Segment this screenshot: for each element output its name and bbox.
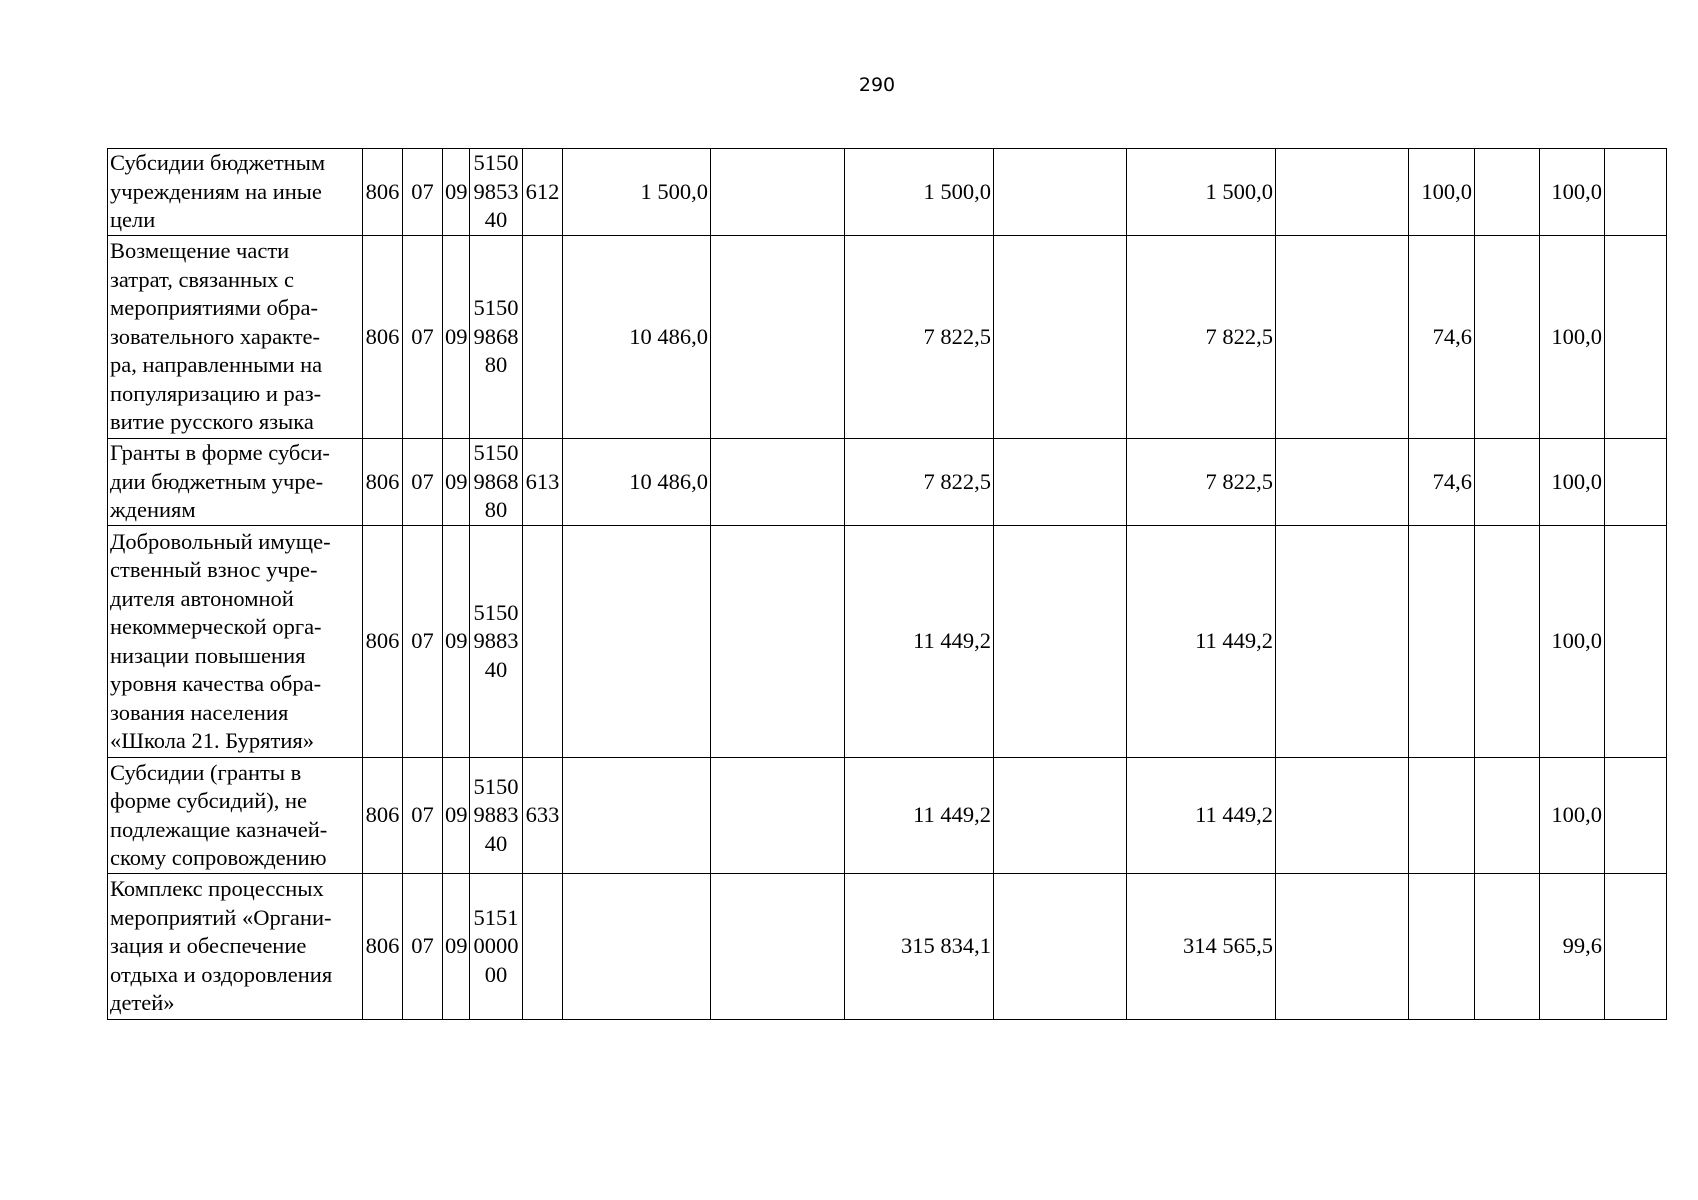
table-row <box>108 439 1667 526</box>
plan-law-value-cell <box>563 526 711 758</box>
subsection-code: 09 <box>445 468 468 494</box>
plan-refined-value: 7 822,5 <box>923 468 991 494</box>
executed-value: 11 449,2 <box>1195 628 1273 654</box>
pct-law-note-cell <box>1475 526 1540 758</box>
target-article-part: 5150 <box>473 295 519 321</box>
pct-refined-value: 100,0 <box>1551 802 1602 828</box>
ved-code: 806 <box>365 933 400 959</box>
row-name-line: витие русского языка <box>110 409 314 435</box>
row-name-line: Субсидии бюджетным <box>110 150 326 176</box>
pct-law-note-cell <box>1475 439 1540 526</box>
table-row <box>108 874 1667 1020</box>
target-article-part: 0000 <box>473 933 519 959</box>
target-article-part: 9883 <box>473 802 519 828</box>
section-code: 07 <box>411 468 434 494</box>
row-name-line: низации повышения <box>110 642 306 668</box>
pct-law-note-cell <box>1475 236 1540 439</box>
subsection-code: 09 <box>445 628 468 654</box>
row-name-cell <box>108 149 363 236</box>
row-name-line: отдыха и оздоровления <box>110 961 333 987</box>
executed-value-cell <box>1127 236 1276 439</box>
executed-value-cell <box>1127 526 1276 758</box>
plan-refined-note-cell <box>994 874 1127 1020</box>
expense-type-cell <box>523 439 563 526</box>
target-article-part: 40 <box>484 207 508 233</box>
subsection-code-cell <box>443 149 470 236</box>
section-code: 07 <box>411 802 434 828</box>
plan-refined-value-cell <box>845 149 994 236</box>
row-name-line: дителя автономной <box>110 585 294 611</box>
page-number: 290 <box>858 74 896 96</box>
expense-type-code: 613 <box>525 468 560 494</box>
executed-note-cell <box>1276 874 1409 1020</box>
plan-law-value-cell <box>563 236 711 439</box>
pct-law-value-cell <box>1409 874 1475 1020</box>
row-name-line: Возмещение части <box>110 238 290 264</box>
executed-value: 7 822,5 <box>1205 323 1273 349</box>
pct-refined-note-cell <box>1605 874 1667 1020</box>
plan-refined-value-cell <box>845 526 994 758</box>
pct-refined-value-cell <box>1540 526 1605 758</box>
pct-refined-note-cell <box>1605 439 1667 526</box>
expense-type-cell <box>523 758 563 874</box>
row-name-line: Субсидии (гранты в <box>110 759 302 785</box>
plan-law-note-cell <box>711 149 845 236</box>
subsection-code-cell <box>443 236 470 439</box>
row-name-line: детей» <box>110 990 175 1016</box>
ved-code-cell <box>363 758 403 874</box>
row-name-line: мероприятий «Органи- <box>110 904 332 930</box>
subsection-code-cell <box>443 526 470 758</box>
target-article-part: 5151 <box>473 904 519 930</box>
row-name-line: «Школа 21. Бурятия» <box>110 728 314 753</box>
row-name-line: зования населения <box>110 699 289 725</box>
plan-law-value-cell <box>563 874 711 1020</box>
pct-law-value-cell <box>1409 758 1475 874</box>
budget-table <box>107 148 1667 1020</box>
section-code: 07 <box>411 933 434 959</box>
ved-code: 806 <box>365 323 400 349</box>
plan-refined-value: 11 449,2 <box>913 628 991 654</box>
expense-type-code: 633 <box>525 802 560 828</box>
pct-law-value: 74,6 <box>1432 323 1472 349</box>
plan-law-value-cell <box>563 439 711 526</box>
target-article-part: 9853 <box>473 178 519 204</box>
executed-value-cell <box>1127 439 1276 526</box>
plan-refined-value: 1 500,0 <box>923 178 991 204</box>
target-article-cell <box>470 874 523 1020</box>
row-name-line: уровня качества обра- <box>110 671 322 696</box>
pct-law-value-cell <box>1409 439 1475 526</box>
target-article-part: 40 <box>484 830 508 856</box>
executed-note-cell <box>1276 439 1409 526</box>
pct-refined-value: 100,0 <box>1551 178 1602 204</box>
table-row <box>108 236 1667 439</box>
plan-law-note-cell <box>711 758 845 874</box>
subsection-code-cell <box>443 874 470 1020</box>
row-name-line: Гранты в форме субси- <box>110 440 330 466</box>
expense-type-cell <box>523 874 563 1020</box>
ved-code-cell <box>363 526 403 758</box>
subsection-code: 09 <box>445 933 468 959</box>
plan-refined-value: 11 449,2 <box>913 802 991 828</box>
row-name-line: мероприятиями обра- <box>110 295 318 321</box>
ved-code-cell <box>363 149 403 236</box>
plan-refined-value-cell <box>845 439 994 526</box>
pct-refined-value-cell <box>1540 758 1605 874</box>
ved-code-cell <box>363 236 403 439</box>
plan-law-note-cell <box>711 236 845 439</box>
table-row <box>108 758 1667 874</box>
pct-refined-note-cell <box>1605 758 1667 874</box>
plan-refined-note-cell <box>994 236 1127 439</box>
section-code-cell <box>403 439 443 526</box>
target-article-cell <box>470 758 523 874</box>
plan-law-value: 10 486,0 <box>629 468 708 494</box>
plan-law-note-cell <box>711 439 845 526</box>
target-article-cell <box>470 439 523 526</box>
executed-value: 314 565,5 <box>1183 933 1273 959</box>
ved-code-cell <box>363 874 403 1020</box>
pct-refined-value-cell <box>1540 149 1605 236</box>
plan-refined-note-cell <box>994 526 1127 758</box>
pct-refined-note-cell <box>1605 236 1667 439</box>
plan-law-note-cell <box>711 526 845 758</box>
expense-type-cell <box>523 149 563 236</box>
row-name-line: цели <box>110 207 156 233</box>
pct-law-value-cell <box>1409 236 1475 439</box>
ved-code-cell <box>363 439 403 526</box>
section-code-cell <box>403 874 443 1020</box>
plan-refined-value-cell <box>845 236 994 439</box>
expense-type-code: 612 <box>525 178 560 204</box>
plan-law-value-cell <box>563 149 711 236</box>
section-code: 07 <box>411 323 434 349</box>
executed-note-cell <box>1276 149 1409 236</box>
plan-refined-note-cell <box>994 758 1127 874</box>
pct-refined-value: 100,0 <box>1551 628 1602 654</box>
row-name-line: зация и обеспечение <box>110 933 307 959</box>
ved-code: 806 <box>365 628 400 654</box>
table-row <box>108 526 1667 758</box>
subsection-code-cell <box>443 439 470 526</box>
target-article-part: 9883 <box>473 628 519 654</box>
plan-refined-value-cell <box>845 874 994 1020</box>
pct-refined-value: 100,0 <box>1551 468 1602 494</box>
executed-value: 11 449,2 <box>1195 802 1273 828</box>
pct-law-note-cell <box>1475 149 1540 236</box>
pct-refined-note-cell <box>1605 149 1667 236</box>
row-name-cell <box>108 526 363 758</box>
plan-refined-note-cell <box>994 149 1127 236</box>
pct-refined-value: 100,0 <box>1551 323 1602 349</box>
row-name-line: форме субсидий), не <box>110 788 308 813</box>
executed-note-cell <box>1276 526 1409 758</box>
plan-law-value-cell <box>563 758 711 874</box>
pct-law-note-cell <box>1475 874 1540 1020</box>
row-name-cell <box>108 439 363 526</box>
target-article-part: 40 <box>484 656 508 682</box>
executed-note-cell <box>1276 236 1409 439</box>
subsection-code: 09 <box>445 323 468 349</box>
ved-code: 806 <box>365 802 400 828</box>
row-name-line: ждениям <box>110 497 196 523</box>
row-name-line: ра, направленными на <box>110 352 323 378</box>
row-name-line: учреждениям на иные <box>110 178 322 204</box>
row-name-line: скому сопровождению <box>110 845 327 870</box>
section-code-cell <box>403 149 443 236</box>
section-code: 07 <box>411 178 434 204</box>
executed-value-cell <box>1127 758 1276 874</box>
pct-law-value-cell <box>1409 526 1475 758</box>
row-name-cell <box>108 758 363 874</box>
expense-type-cell <box>523 236 563 439</box>
row-name-line: ственный взнос учре- <box>110 557 318 582</box>
target-article-part: 9868 <box>473 468 519 494</box>
pct-refined-note-cell <box>1605 526 1667 758</box>
ved-code: 806 <box>365 178 400 204</box>
target-article-part: 00 <box>484 961 508 987</box>
row-name-line: Комплекс процессных <box>110 876 324 902</box>
row-name-line: некоммерческой орга- <box>110 614 322 639</box>
executed-value: 7 822,5 <box>1205 468 1273 494</box>
subsection-code: 09 <box>445 802 468 828</box>
pct-law-value: 74,6 <box>1432 468 1472 494</box>
pct-law-note-cell <box>1475 758 1540 874</box>
pct-refined-value-cell <box>1540 874 1605 1020</box>
pct-refined-value-cell <box>1540 236 1605 439</box>
section-code-cell <box>403 526 443 758</box>
expense-type-cell <box>523 526 563 758</box>
row-name-line: зовательного характе- <box>110 323 321 349</box>
row-name-line: дии бюджетным учре- <box>110 468 324 494</box>
row-name-line: популяризацию и раз- <box>110 380 322 406</box>
target-article-cell <box>470 526 523 758</box>
row-name-cell <box>108 236 363 439</box>
section-code: 07 <box>411 628 434 654</box>
target-article-part: 5150 <box>473 599 519 625</box>
row-name-line: Добровольный имуще- <box>110 528 331 554</box>
executed-value-cell <box>1127 874 1276 1020</box>
target-article-part: 5150 <box>473 440 519 466</box>
subsection-code: 09 <box>445 178 468 204</box>
ved-code: 806 <box>365 468 400 494</box>
pct-law-value: 100,0 <box>1421 178 1472 204</box>
target-article-part: 80 <box>484 352 508 378</box>
target-article-cell <box>470 236 523 439</box>
plan-law-value: 1 500,0 <box>640 178 708 204</box>
row-name-line: подлежащие казначей- <box>110 816 328 842</box>
plan-refined-value-cell <box>845 758 994 874</box>
subsection-code-cell <box>443 758 470 874</box>
target-article-part: 5150 <box>473 150 519 176</box>
executed-note-cell <box>1276 758 1409 874</box>
plan-law-value: 10 486,0 <box>629 323 708 349</box>
table-row <box>108 149 1667 236</box>
plan-refined-note-cell <box>994 439 1127 526</box>
target-article-part: 80 <box>484 497 508 523</box>
target-article-part: 5150 <box>473 773 519 799</box>
target-article-part: 9868 <box>473 323 519 349</box>
plan-law-note-cell <box>711 874 845 1020</box>
plan-refined-value: 7 822,5 <box>923 323 991 349</box>
row-name-line: затрат, связанных с <box>110 266 295 292</box>
pct-law-value-cell <box>1409 149 1475 236</box>
pct-refined-value-cell <box>1540 439 1605 526</box>
target-article-cell <box>470 149 523 236</box>
executed-value-cell <box>1127 149 1276 236</box>
plan-refined-value: 315 834,1 <box>901 933 991 959</box>
row-name-cell <box>108 874 363 1020</box>
executed-value: 1 500,0 <box>1205 178 1273 204</box>
pct-refined-value: 99,6 <box>1562 933 1602 959</box>
section-code-cell <box>403 758 443 874</box>
section-code-cell <box>403 236 443 439</box>
